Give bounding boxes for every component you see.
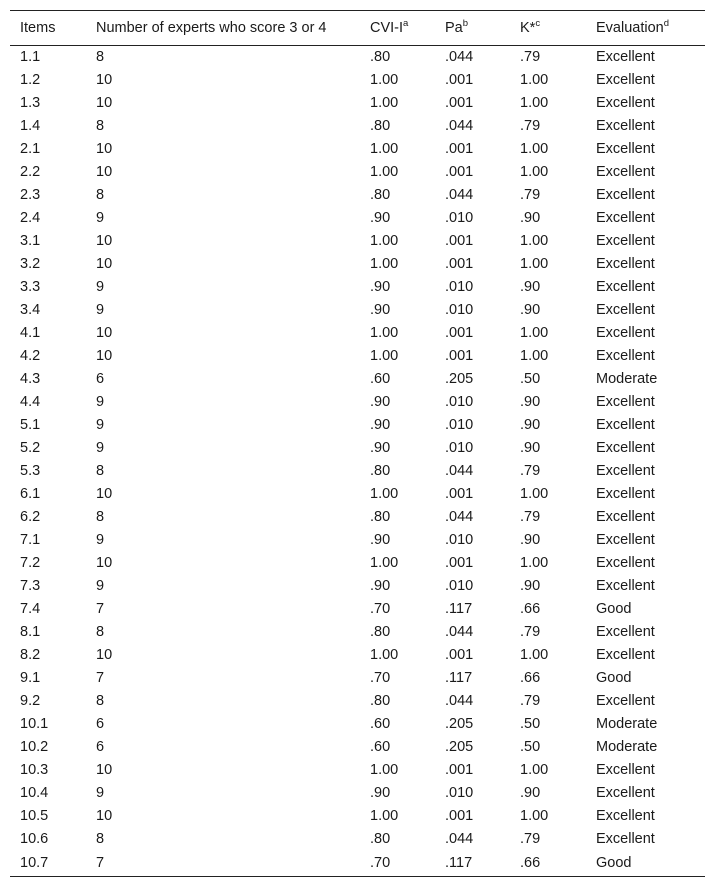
cvi-i-cell: 1.00	[370, 762, 399, 778]
expert-count-cell: 9	[96, 417, 105, 433]
kappa-cell: 1.00	[520, 95, 549, 111]
pa-cell: .010	[445, 785, 474, 801]
table-row	[10, 345, 705, 368]
cvi-i-cell: 1.00	[370, 348, 399, 364]
evaluation-cell: Excellent	[596, 578, 655, 594]
cvi-i-cell: .80	[370, 187, 391, 203]
item-cell: 10.5	[20, 808, 49, 824]
evaluation-cell: Excellent	[596, 624, 655, 640]
header-cvi-i-label: CVI-I	[370, 20, 404, 36]
table-row	[10, 621, 705, 644]
table-row	[10, 322, 705, 345]
expert-count-cell: 10	[96, 164, 113, 180]
cvi-i-cell: .90	[370, 417, 391, 433]
header-items-label: Items	[20, 20, 56, 36]
table-row	[10, 506, 705, 529]
evaluation-cell: Excellent	[596, 762, 655, 778]
item-cell: 5.1	[20, 417, 41, 433]
kappa-cell: .90	[520, 302, 541, 318]
evaluation-cell: Excellent	[596, 693, 655, 709]
table-row	[10, 644, 705, 667]
expert-count-cell: 10	[96, 256, 113, 272]
kappa-cell: .50	[520, 716, 541, 732]
header-pa-footnote: b	[462, 18, 469, 29]
item-cell: 4.4	[20, 394, 41, 410]
pa-cell: .010	[445, 302, 474, 318]
cvi-i-cell: .70	[370, 855, 391, 871]
pa-cell: .044	[445, 463, 474, 479]
pa-cell: .010	[445, 440, 474, 456]
pa-cell: .044	[445, 118, 474, 134]
table-row	[10, 460, 705, 483]
pa-cell: .010	[445, 210, 474, 226]
cvi-i-cell: 1.00	[370, 325, 399, 341]
evaluation-cell: Excellent	[596, 808, 655, 824]
item-cell: 7.2	[20, 555, 41, 571]
table-row	[10, 138, 705, 161]
item-cell: 2.3	[20, 187, 41, 203]
cvi-i-cell: .80	[370, 118, 391, 134]
evaluation-cell: Excellent	[596, 486, 655, 502]
pa-cell: .001	[445, 95, 474, 111]
cvi-i-cell: 1.00	[370, 141, 399, 157]
item-cell: 7.3	[20, 578, 41, 594]
evaluation-cell: Excellent	[596, 463, 655, 479]
header-evaluation-label: Evaluation	[596, 20, 664, 36]
expert-count-cell: 10	[96, 555, 113, 571]
item-cell: 2.1	[20, 141, 41, 157]
evaluation-cell: Moderate	[596, 739, 658, 755]
cvi-i-cell: .90	[370, 532, 391, 548]
pa-cell: .044	[445, 831, 474, 847]
table-row	[10, 805, 705, 828]
table-row	[10, 828, 705, 851]
pa-cell: .001	[445, 647, 474, 663]
evaluation-cell: Excellent	[596, 118, 655, 134]
evaluation-cell: Excellent	[596, 555, 655, 571]
item-cell: 10.1	[20, 716, 49, 732]
item-cell: 7.4	[20, 601, 41, 617]
header-expert-count	[86, 11, 360, 46]
table-row	[10, 529, 705, 552]
table-row	[10, 575, 705, 598]
cvi-i-cell: .90	[370, 279, 391, 295]
evaluation-cell: Excellent	[596, 394, 655, 410]
pa-cell: .205	[445, 739, 474, 755]
table-row	[10, 46, 705, 70]
kappa-cell: 1.00	[520, 555, 549, 571]
evaluation-cell: Excellent	[596, 325, 655, 341]
pa-cell: .117	[445, 855, 473, 871]
kappa-cell: .79	[520, 693, 541, 709]
expert-count-cell: 9	[96, 279, 105, 295]
evaluation-cell: Excellent	[596, 348, 655, 364]
evaluation-cell: Moderate	[596, 716, 658, 732]
kappa-cell: 1.00	[520, 72, 549, 88]
expert-count-cell: 10	[96, 325, 113, 341]
expert-count-cell: 9	[96, 532, 105, 548]
kappa-cell: .79	[520, 624, 541, 640]
cvi-i-cell: 1.00	[370, 164, 399, 180]
item-cell: 2.4	[20, 210, 41, 226]
cvi-i-cell: 1.00	[370, 233, 399, 249]
cvi-i-cell: 1.00	[370, 256, 399, 272]
expert-count-cell: 9	[96, 210, 105, 226]
pa-cell: .001	[445, 555, 474, 571]
cvi-i-cell: .80	[370, 624, 391, 640]
item-cell: 10.2	[20, 739, 49, 755]
table-row	[10, 92, 705, 115]
pa-cell: .044	[445, 624, 474, 640]
kappa-cell: .79	[520, 831, 541, 847]
pa-cell: .001	[445, 762, 474, 778]
item-cell: 6.2	[20, 509, 41, 525]
kappa-cell: 1.00	[520, 348, 549, 364]
expert-count-cell: 10	[96, 233, 113, 249]
item-cell: 10.7	[20, 855, 49, 871]
content-validity-table	[10, 10, 705, 877]
pa-cell: .001	[445, 233, 474, 249]
table-row	[10, 552, 705, 575]
evaluation-cell: Excellent	[596, 440, 655, 456]
evaluation-cell: Good	[596, 855, 632, 871]
table-row	[10, 782, 705, 805]
expert-count-cell: 8	[96, 118, 105, 134]
expert-count-cell: 9	[96, 785, 105, 801]
pa-cell: .001	[445, 256, 474, 272]
table-row	[10, 276, 705, 299]
header-items	[10, 11, 86, 46]
expert-count-cell: 7	[96, 670, 105, 686]
table-row	[10, 437, 705, 460]
kappa-cell: .79	[520, 118, 541, 134]
table-row	[10, 598, 705, 621]
header-row	[10, 11, 705, 46]
pa-cell: .010	[445, 394, 474, 410]
expert-count-cell: 8	[96, 693, 105, 709]
kappa-cell: .79	[520, 49, 541, 65]
evaluation-cell: Good	[596, 670, 632, 686]
table-row	[10, 713, 705, 736]
item-cell: 3.1	[20, 233, 41, 249]
expert-count-cell: 6	[96, 716, 105, 732]
expert-count-cell: 10	[96, 141, 113, 157]
header-pa	[435, 11, 510, 46]
table-row	[10, 759, 705, 782]
expert-count-cell: 9	[96, 578, 105, 594]
pa-cell: .001	[445, 325, 474, 341]
item-cell: 1.3	[20, 95, 41, 111]
item-cell: 4.2	[20, 348, 41, 364]
item-cell: 5.2	[20, 440, 41, 456]
evaluation-cell: Excellent	[596, 509, 655, 525]
kappa-cell: .90	[520, 532, 541, 548]
evaluation-cell: Excellent	[596, 72, 655, 88]
table-row	[10, 253, 705, 276]
expert-count-cell: 9	[96, 394, 105, 410]
item-cell: 4.3	[20, 371, 41, 387]
cvi-i-cell: .90	[370, 302, 391, 318]
kappa-cell: 1.00	[520, 808, 549, 824]
cvi-i-cell: .80	[370, 49, 391, 65]
table-row	[10, 690, 705, 713]
evaluation-cell: Excellent	[596, 164, 655, 180]
cvi-i-cell: .90	[370, 440, 391, 456]
table-row	[10, 207, 705, 230]
kappa-cell: .79	[520, 509, 541, 525]
evaluation-cell: Moderate	[596, 371, 658, 387]
pa-cell: .001	[445, 486, 474, 502]
table-row	[10, 483, 705, 506]
item-cell: 1.2	[20, 72, 41, 88]
table-row	[10, 667, 705, 690]
item-cell: 1.4	[20, 118, 41, 134]
cvi-i-cell: 1.00	[370, 555, 399, 571]
item-cell: 2.2	[20, 164, 41, 180]
pa-cell: .117	[445, 670, 473, 686]
pa-cell: .001	[445, 141, 474, 157]
header-cvi-i	[360, 11, 435, 46]
pa-cell: .001	[445, 164, 474, 180]
item-cell: 4.1	[20, 325, 41, 341]
table-body	[10, 46, 705, 877]
table-row	[10, 391, 705, 414]
kappa-cell: .90	[520, 440, 541, 456]
table-row	[10, 184, 705, 207]
expert-count-cell: 8	[96, 831, 105, 847]
table-row	[10, 115, 705, 138]
pa-cell: .044	[445, 49, 474, 65]
pa-cell: .044	[445, 187, 474, 203]
table-row	[10, 851, 705, 877]
expert-count-cell: 9	[96, 302, 105, 318]
item-cell: 10.6	[20, 831, 49, 847]
item-cell: 5.3	[20, 463, 41, 479]
pa-cell: .117	[445, 601, 473, 617]
cvi-i-cell: .80	[370, 463, 391, 479]
cvi-i-cell: .90	[370, 578, 391, 594]
content-validity-table-container	[10, 10, 705, 877]
item-cell: 3.3	[20, 279, 41, 295]
cvi-i-cell: .60	[370, 716, 391, 732]
expert-count-cell: 10	[96, 808, 113, 824]
cvi-i-cell: .90	[370, 394, 391, 410]
expert-count-cell: 8	[96, 49, 105, 65]
kappa-cell: 1.00	[520, 141, 549, 157]
pa-cell: .001	[445, 72, 474, 88]
header-kappa-label: K*	[520, 20, 536, 36]
cvi-i-cell: .70	[370, 670, 391, 686]
cvi-i-cell: .80	[370, 509, 391, 525]
header-evaluation-footnote: d	[663, 18, 670, 29]
pa-cell: .044	[445, 693, 474, 709]
evaluation-cell: Excellent	[596, 95, 655, 111]
evaluation-cell: Excellent	[596, 141, 655, 157]
evaluation-cell: Excellent	[596, 417, 655, 433]
kappa-cell: .90	[520, 785, 541, 801]
kappa-cell: .66	[520, 601, 541, 617]
evaluation-cell: Excellent	[596, 279, 655, 295]
expert-count-cell: 8	[96, 187, 105, 203]
kappa-cell: 1.00	[520, 325, 549, 341]
cvi-i-cell: .70	[370, 601, 391, 617]
expert-count-cell: 10	[96, 647, 113, 663]
item-cell: 3.2	[20, 256, 41, 272]
evaluation-cell: Excellent	[596, 302, 655, 318]
item-cell: 1.1	[20, 49, 41, 65]
header-cvi-i-footnote: a	[403, 18, 409, 29]
table-row	[10, 230, 705, 253]
kappa-cell: 1.00	[520, 762, 549, 778]
expert-count-cell: 10	[96, 486, 113, 502]
expert-count-cell: 7	[96, 855, 105, 871]
pa-cell: .001	[445, 808, 474, 824]
pa-cell: .001	[445, 348, 474, 364]
item-cell: 8.2	[20, 647, 41, 663]
header-expert-count-label: Number of experts who score 3 or 4	[96, 20, 327, 36]
kappa-cell: 1.00	[520, 486, 549, 502]
cvi-i-cell: .80	[370, 831, 391, 847]
kappa-cell: 1.00	[520, 256, 549, 272]
item-cell: 9.1	[20, 670, 41, 686]
cvi-i-cell: 1.00	[370, 647, 399, 663]
kappa-cell: .90	[520, 394, 541, 410]
header-pa-label: Pa	[445, 20, 463, 36]
cvi-i-cell: .90	[370, 785, 391, 801]
kappa-cell: .50	[520, 739, 541, 755]
header-kappa-footnote: c	[535, 18, 541, 29]
expert-count-cell: 10	[96, 95, 113, 111]
pa-cell: .010	[445, 417, 474, 433]
kappa-cell: .90	[520, 210, 541, 226]
cvi-i-cell: 1.00	[370, 486, 399, 502]
pa-cell: .010	[445, 578, 474, 594]
expert-count-cell: 6	[96, 371, 105, 387]
cvi-i-cell: .80	[370, 693, 391, 709]
evaluation-cell: Excellent	[596, 785, 655, 801]
pa-cell: .010	[445, 532, 474, 548]
expert-count-cell: 8	[96, 463, 105, 479]
expert-count-cell: 6	[96, 739, 105, 755]
kappa-cell: .90	[520, 279, 541, 295]
evaluation-cell: Excellent	[596, 532, 655, 548]
expert-count-cell: 10	[96, 348, 113, 364]
expert-count-cell: 7	[96, 601, 105, 617]
evaluation-cell: Excellent	[596, 831, 655, 847]
cvi-i-cell: 1.00	[370, 95, 399, 111]
expert-count-cell: 10	[96, 72, 113, 88]
cvi-i-cell: .90	[370, 210, 391, 226]
expert-count-cell: 8	[96, 509, 105, 525]
kappa-cell: .66	[520, 855, 541, 871]
expert-count-cell: 9	[96, 440, 105, 456]
evaluation-cell: Excellent	[596, 233, 655, 249]
kappa-cell: 1.00	[520, 647, 549, 663]
kappa-cell: .66	[520, 670, 541, 686]
pa-cell: .010	[445, 279, 474, 295]
table-row	[10, 414, 705, 437]
cvi-i-cell: .60	[370, 371, 391, 387]
evaluation-cell: Good	[596, 601, 632, 617]
item-cell: 9.2	[20, 693, 41, 709]
evaluation-cell: Excellent	[596, 256, 655, 272]
pa-cell: .205	[445, 716, 474, 732]
table-row	[10, 161, 705, 184]
table-row	[10, 69, 705, 92]
item-cell: 8.1	[20, 624, 41, 640]
evaluation-cell: Excellent	[596, 210, 655, 226]
item-cell: 3.4	[20, 302, 41, 318]
header-evaluation	[586, 11, 705, 46]
cvi-i-cell: .60	[370, 739, 391, 755]
kappa-cell: 1.00	[520, 164, 549, 180]
evaluation-cell: Excellent	[596, 49, 655, 65]
item-cell: 6.1	[20, 486, 41, 502]
item-cell: 10.3	[20, 762, 49, 778]
header-kappa	[510, 11, 586, 46]
kappa-cell: .90	[520, 417, 541, 433]
evaluation-cell: Excellent	[596, 647, 655, 663]
evaluation-cell: Excellent	[596, 187, 655, 203]
kappa-cell: .90	[520, 578, 541, 594]
table-row	[10, 736, 705, 759]
expert-count-cell: 8	[96, 624, 105, 640]
pa-cell: .205	[445, 371, 474, 387]
table-header	[10, 11, 705, 46]
kappa-cell: .79	[520, 463, 541, 479]
table-row	[10, 299, 705, 322]
cvi-i-cell: 1.00	[370, 72, 399, 88]
kappa-cell: .50	[520, 371, 541, 387]
cvi-i-cell: 1.00	[370, 808, 399, 824]
kappa-cell: 1.00	[520, 233, 549, 249]
kappa-cell: .79	[520, 187, 541, 203]
item-cell: 7.1	[20, 532, 41, 548]
pa-cell: .044	[445, 509, 474, 525]
expert-count-cell: 10	[96, 762, 113, 778]
item-cell: 10.4	[20, 785, 49, 801]
table-row	[10, 368, 705, 391]
